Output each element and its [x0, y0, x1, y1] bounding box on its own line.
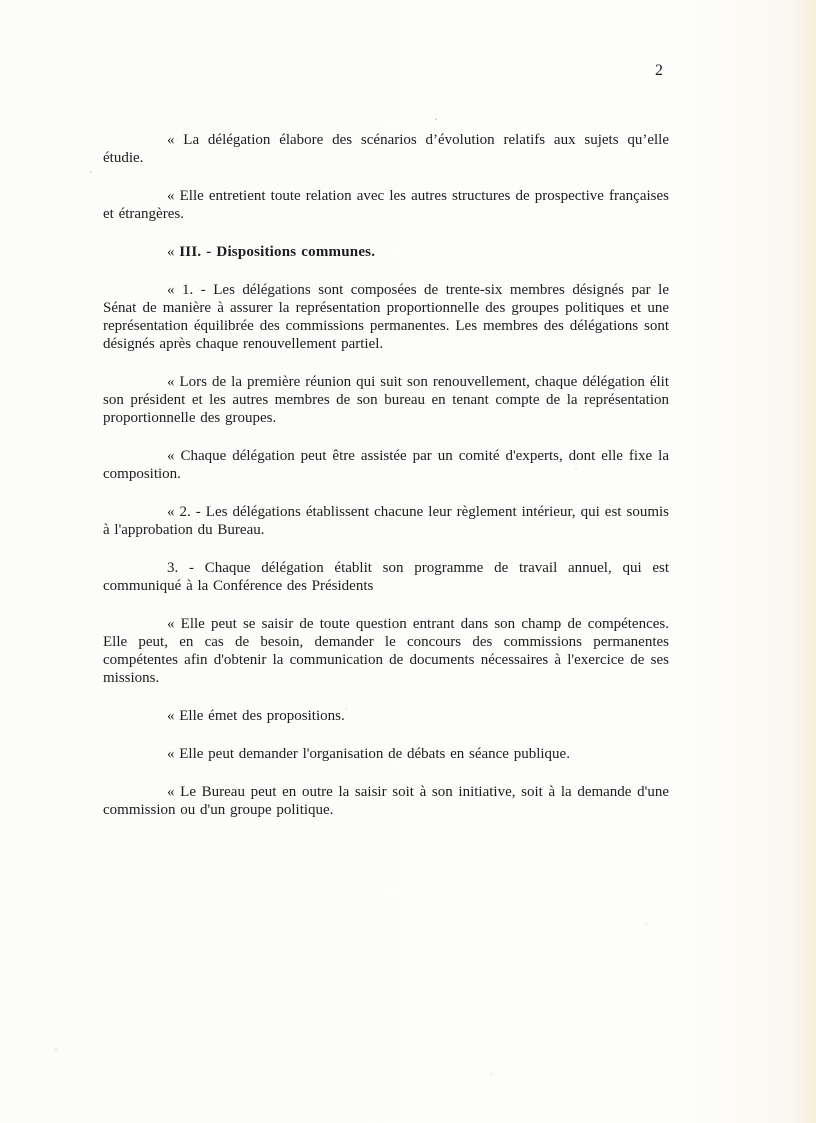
- paragraph: « Elle peut demander l'organisation de débats en séance publique.: [167, 746, 570, 762]
- paragraph: « Chaque délégation peut être assistée par un comité d'experts, dont elle fixe la composition.: [103, 448, 669, 482]
- paragraph: « 2. - Les délégations établissent chacune leur règlement intérieur, qui est soumis à l'approbation du Bureau.: [103, 504, 669, 538]
- page-number: 2: [655, 62, 664, 79]
- paragraph: 3. - Chaque délégation établit son programme de travail annuel, qui est communiqué à la Conférence des Présidents: [103, 560, 669, 594]
- paragraph: « Elle émet des propositions.: [167, 708, 345, 724]
- paragraph: « La délégation élabore des scénarios d’évolution relatifs aux sujets qu’elle étudie.: [103, 132, 669, 166]
- quote-mark: «: [167, 244, 180, 260]
- paragraph: « Elle peut se saisir de toute question entrant dans son champ de compétences. Elle peut, en cas de besoin, demander le concours des commissions permanentes compétentes afin d'obtenir la communication de documents nécessaires à l'exercice de ses missions.: [103, 616, 669, 686]
- paragraph: « 1. - Les délégations sont composées de trente-six membres désignés par le Sénat de manière à assurer la représentation proportionnelle des groupes politiques et une représentation équilibrée des commissions permanentes. Les membres des délégations sont désignés après chaque renouvellement partiel.: [103, 282, 669, 352]
- paragraph: « Le Bureau peut en outre la saisir soit à son initiative, soit à la demande d'une commission ou d'un groupe politique.: [103, 784, 669, 818]
- paragraph: « Elle entretient toute relation avec les autres structures de prospective françaises et étrangères.: [103, 188, 669, 222]
- paragraph: « Lors de la première réunion qui suit son renouvellement, chaque délégation élit son président et les autres membres de son bureau en tenant compte de la représentation proportionnelle des groupes.: [103, 374, 669, 426]
- scan-speck: [435, 118, 437, 120]
- section-heading: [103, 243, 669, 261]
- document-body: [103, 131, 669, 839]
- heading-text: III. - Dispositions communes.: [179, 244, 376, 260]
